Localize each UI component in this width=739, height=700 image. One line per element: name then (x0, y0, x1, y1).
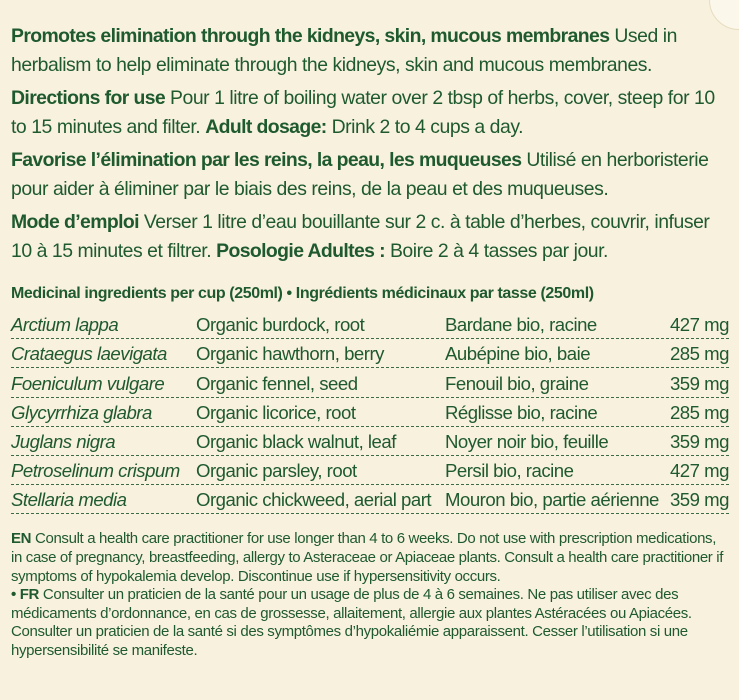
ingredient-row (11, 339, 729, 368)
ingredient-latin-name: Crataegus laevigata (11, 343, 167, 365)
ingredient-amount: 285 mg (669, 401, 729, 423)
ingredient-row (11, 427, 729, 456)
en-use-paragraph (11, 22, 729, 80)
ingredient-english-name: Organic fennel, seed (196, 372, 358, 394)
ingredient-amount: 427 mg (669, 314, 729, 336)
ingredient-amount: 359 mg (669, 489, 729, 511)
ingredient-french-name: Noyer noir bio, feuille (445, 430, 609, 452)
ingredient-french-name: Aubépine bio, baie (445, 343, 591, 365)
ingredient-latin-name: Juglans nigra (11, 430, 116, 452)
ingredient-english-name: Organic chickweed, aerial part (196, 489, 432, 511)
ingredient-latin-name: Stellaria media (11, 489, 127, 511)
fr-use-text: Utilisé en herboristerie pour aider à éliminer par le biais des reins, de la peau et des muqueuses. (11, 149, 709, 200)
ingredient-amount: 427 mg (669, 460, 729, 482)
en-directions-title: Directions for use (11, 87, 166, 109)
ingredient-latin-name: Glycyrrhiza glabra (11, 401, 152, 423)
ingredient-row (11, 310, 729, 339)
fr-directions-paragraph (11, 208, 729, 266)
en-dosage-title: Adult dosage: (205, 116, 327, 138)
en-directions-text: Pour 1 litre of boiling water over 2 tbsp of herbs, cover, steep for 10 to 15 minutes and filter. (11, 87, 715, 138)
en-directions-paragraph (11, 84, 729, 142)
warning-en-text: Consult a health care practitioner for use longer than 4 to 6 weeks. Do not use with prescription medications, in case of pregnancy, breastfeeding, allergy to Asteraceae or Apiaceae plants. Consult a health care practitioner if symptoms of hypokalemia develop. Discontinue use if hypersensitivity occurs. (11, 530, 724, 585)
ingredient-latin-name: Petroselinum crispum (11, 460, 180, 482)
fr-use-title: Favorise l’élimination par les reins, la peau, les muqueuses (11, 149, 522, 171)
fr-directions-title: Mode d’emploi (11, 211, 139, 233)
ingredient-french-name: Mouron bio, partie aérienne (445, 489, 659, 511)
ingredient-french-name: Réglisse bio, racine (445, 401, 598, 423)
ingredient-french-name: Persil bio, racine (445, 460, 574, 482)
ingredient-row (11, 485, 729, 514)
label-panel (11, 22, 729, 660)
ingredient-latin-name: Arctium lappa (11, 314, 119, 336)
en-dosage-text: Drink 2 to 4 cups a day. (331, 116, 524, 138)
en-use-text: Used in herbalism to help eliminate through the kidneys, skin and mucous membranes. (11, 25, 677, 76)
ingredient-english-name: Organic burdock, root (196, 314, 365, 336)
warning-fr-label: FR (19, 586, 40, 604)
ingredient-english-name: Organic hawthorn, berry (196, 343, 384, 365)
en-use-title: Promotes elimination through the kidneys, skin, mucous membranes (11, 25, 610, 47)
ingredient-amount: 359 mg (669, 372, 729, 394)
warning-en-label: EN (11, 530, 32, 548)
ingredient-row (11, 456, 729, 485)
fr-directions-text: Verser 1 litre d’eau bouillante sur 2 c. à table d’herbes, couvrir, infuser 10 à 15 minutes et filtrer. (11, 211, 710, 262)
ingredient-english-name: Organic black walnut, leaf (196, 430, 396, 452)
ingredient-english-name: Organic parsley, root (196, 460, 357, 482)
warning-fr-text: Consulter un praticien de la santé pour un usage de plus de 4 à 6 semaines. Ne pas utiliser avec des médicaments d’ordonnance, en cas de grossesse, allaitement, allergie aux plantes Astéracées ou Apiacées. Consulter un praticien de la santé si des symptômes d’hypokaliémie apparaissent. Cesser l’utilisation si une hypersensibilité se manifeste. (11, 586, 692, 659)
fr-use-paragraph (11, 146, 729, 204)
ingredient-row (11, 398, 729, 427)
ingredients-table (11, 310, 729, 514)
ingredient-french-name: Fenouil bio, graine (445, 372, 589, 394)
ingredient-amount: 359 mg (669, 430, 729, 452)
fr-dosage-text: Boire 2 à 4 tasses par jour. (389, 240, 608, 262)
ingredient-row (11, 368, 729, 397)
warning-bullet: • (11, 586, 16, 604)
ingredients-heading: Medicinal ingredients per cup (250ml) • Ingrédients médicinaux par tasse (250ml) (11, 285, 594, 302)
ingredient-french-name: Bardane bio, racine (445, 314, 597, 336)
ingredient-english-name: Organic licorice, root (196, 401, 356, 423)
fr-dosage-title: Posologie Adultes : (216, 240, 385, 262)
ingredient-latin-name: Foeniculum vulgare (11, 372, 165, 394)
warnings-block (11, 530, 729, 660)
ingredient-amount: 285 mg (669, 343, 729, 365)
